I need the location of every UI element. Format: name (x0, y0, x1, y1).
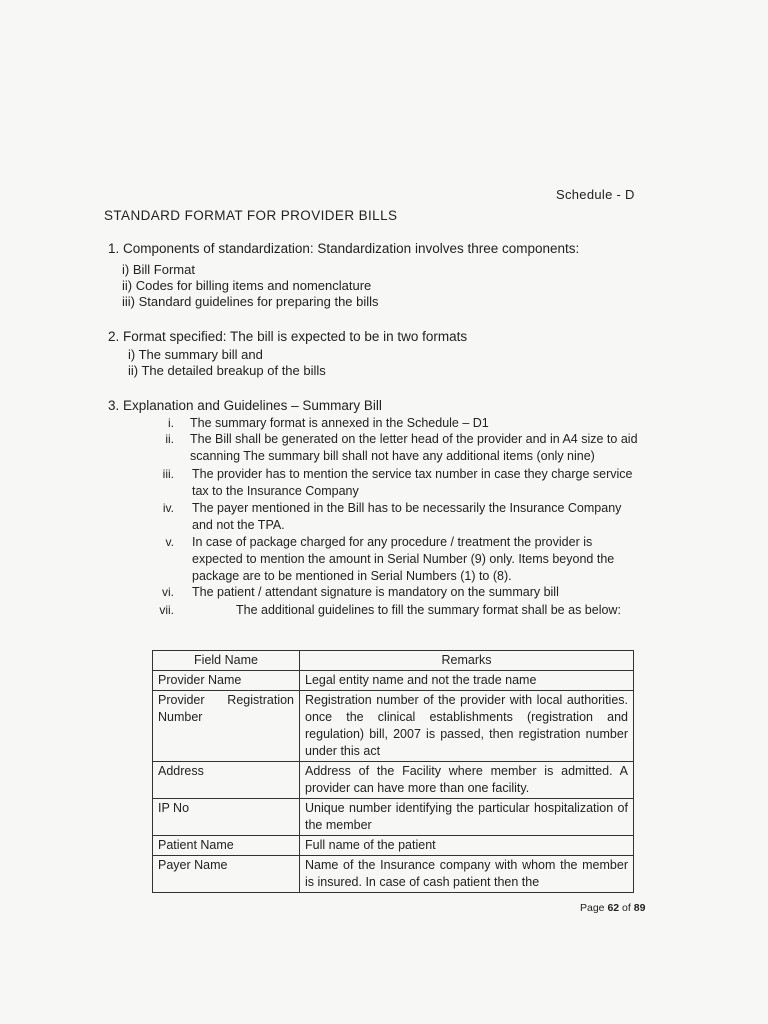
table-row (153, 799, 634, 836)
field-name-cell: Provider Registration Number (153, 691, 300, 762)
column-header: Remarks (300, 651, 634, 671)
table-row (153, 691, 634, 762)
fields-table (152, 650, 634, 893)
page-separator: of (619, 902, 634, 914)
guideline-text: The additional guidelines to fill the summary format shall be as below: (236, 603, 621, 617)
table-row (153, 762, 634, 799)
page-number (580, 902, 645, 914)
guideline-number: iii. (162, 467, 174, 481)
guideline-number: vii. (159, 603, 174, 617)
column-header: Field Name (153, 651, 300, 671)
guideline-number: vi. (162, 585, 174, 599)
document-title: STANDARD FORMAT FOR PROVIDER BILLS (104, 208, 398, 223)
remarks-cell: Registration number of the provider with local authorities. once the clinical establishments (registration and regulation) bill, 2007 is passed, then registration number under this act (300, 691, 634, 762)
total-pages: 89 (633, 902, 646, 914)
guideline-number: i. (168, 416, 174, 430)
guideline-text: The provider has to mention the service tax number in case they charge service tax to the Insurance Company (192, 467, 633, 498)
guideline-text: The payer mentioned in the Bill has to be necessarily the Insurance Company and not the TPA. (192, 501, 622, 532)
guideline-text: The patient / attendant signature is mandatory on the summary bill (192, 585, 559, 599)
field-name-cell: Patient Name (153, 836, 300, 856)
remarks-cell: Address of the Facility where member is admitted. A provider can have more than one facility. (300, 762, 634, 799)
table-row (153, 856, 634, 893)
page-prefix: Page (580, 902, 608, 914)
remarks-cell: Full name of the patient (300, 836, 634, 856)
table-row (153, 671, 634, 691)
guideline-number: v. (165, 535, 174, 549)
section-1-heading: 1. Components of standardization: Standardization involves three components: (108, 241, 580, 256)
section-3-heading: 3. Explanation and Guidelines – Summary Bill (108, 398, 382, 413)
guideline-number: ii. (165, 432, 174, 446)
section-1-item: ii) Codes for billing items and nomenclature (122, 278, 372, 293)
guideline-text: The Bill shall be generated on the letter head of the provider and in A4 size to aid scanning The summary bill shall not have any additional items (only nine) (190, 432, 638, 463)
section-2-heading: 2. Format specified: The bill is expected to be in two formats (108, 329, 468, 344)
field-name-cell: Address (153, 762, 300, 799)
schedule-label: Schedule - D (556, 187, 635, 202)
table-row (153, 836, 634, 856)
guideline-text: In case of package charged for any procedure / treatment the provider is expected to mention the amount in Serial Number (9) only. Items beyond the package are to be mentioned in Serial Numbers (1) to (8). (192, 535, 615, 583)
section-1-item: iii) Standard guidelines for preparing the bills (122, 294, 379, 309)
section-2-item: i) The summary bill and (128, 347, 263, 362)
table-header-row (153, 651, 634, 671)
section-2-item: ii) The detailed breakup of the bills (128, 363, 326, 378)
remarks-cell: Unique number identifying the particular hospitalization of the member (300, 799, 634, 836)
field-name-cell: Payer Name (153, 856, 300, 893)
current-page: 62 (607, 902, 620, 914)
remarks-cell: Legal entity name and not the trade name (300, 671, 634, 691)
section-1-item: i) Bill Format (122, 262, 195, 277)
field-name-cell: IP No (153, 799, 300, 836)
guideline-number: iv. (162, 501, 174, 515)
guideline-text: The summary format is annexed in the Schedule – D1 (190, 416, 489, 430)
field-name-cell: Provider Name (153, 671, 300, 691)
remarks-cell: Name of the Insurance company with whom the member is insured. In case of cash patient then the (300, 856, 634, 893)
